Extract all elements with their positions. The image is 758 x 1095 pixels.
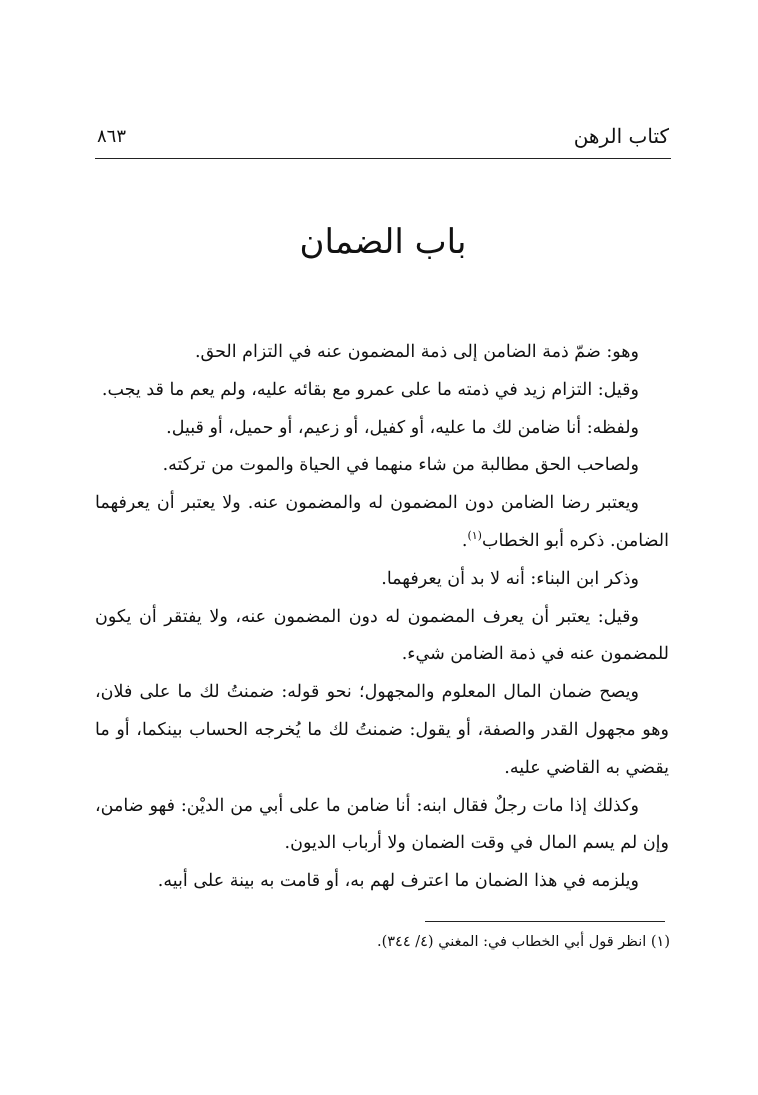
footnote-divider: [425, 921, 665, 922]
running-header: [95, 118, 671, 159]
paragraph: وكذلك إذا مات رجلٌ فقال ابنه: أنا ضامن ما على أبي من الديْن: فهو ضامن، وإن لم يسم المال في وقت الضمان ولا أرباب الديون.: [95, 795, 669, 854]
paragraph: وذكر ابن البناء: أنه لا بد أن يعرفهما.: [381, 568, 639, 589]
paragraph: ويصح ضمان المال المعلوم والمجهول؛ نحو قوله: ضمنتُ لك ما على فلان، وهو مجهول القدر والصفة، أو يقول: ضمنتُ لك ما يُخرجه الحساب بينكما، أو ما يقضي به القاضي عليه.: [95, 682, 669, 778]
paragraph: ولصاحب الحق مطالبة من شاء منهما في الحياة والموت من تركته.: [162, 455, 639, 476]
body-text: [95, 334, 669, 901]
paragraph: ويعتبر رضا الضامن دون المضمون له والمضمون عنه. ولا يعتبر أن يعرفهما الضامن. ذكره أبو الخطاب$^{(١)}$.: [95, 493, 669, 551]
paragraph: وقيل: يعتبر أن يعرف المضمون له دون المضمون عنه، ولا يفتقر أن يكون للمضمون عنه في ذمة الضامن شيء.: [95, 606, 669, 665]
paragraph: وقيل: التزام زيد في ذمته ما على عمرو مع بقائه عليه، ولم يعم ما قد يجب.: [101, 379, 639, 400]
footnote-reference[interactable]: (١): [467, 529, 482, 543]
page-number: ٨٦٣: [97, 126, 127, 147]
paragraph: وهو: ضمّ ذمة الضامن إلى ذمة المضمون عنه في التزام الحق.: [194, 342, 639, 362]
paragraph: ويلزمه في هذا الضمان ما اعترف لهم به، أو قامت به بينة على أبيه.: [157, 871, 639, 892]
footnote: (١) انظر قول أبي الخطاب في: المغني (٤/ ٣٤٤).: [376, 934, 670, 950]
running-header-title: كتاب الرهن: [573, 124, 669, 148]
chapter-title: باب الضمان: [299, 222, 467, 262]
paragraph: ولفظه: أنا ضامن لك ما عليه، أو كفيل، أو زعيم، أو حميل، أو قبيل.: [166, 417, 639, 438]
